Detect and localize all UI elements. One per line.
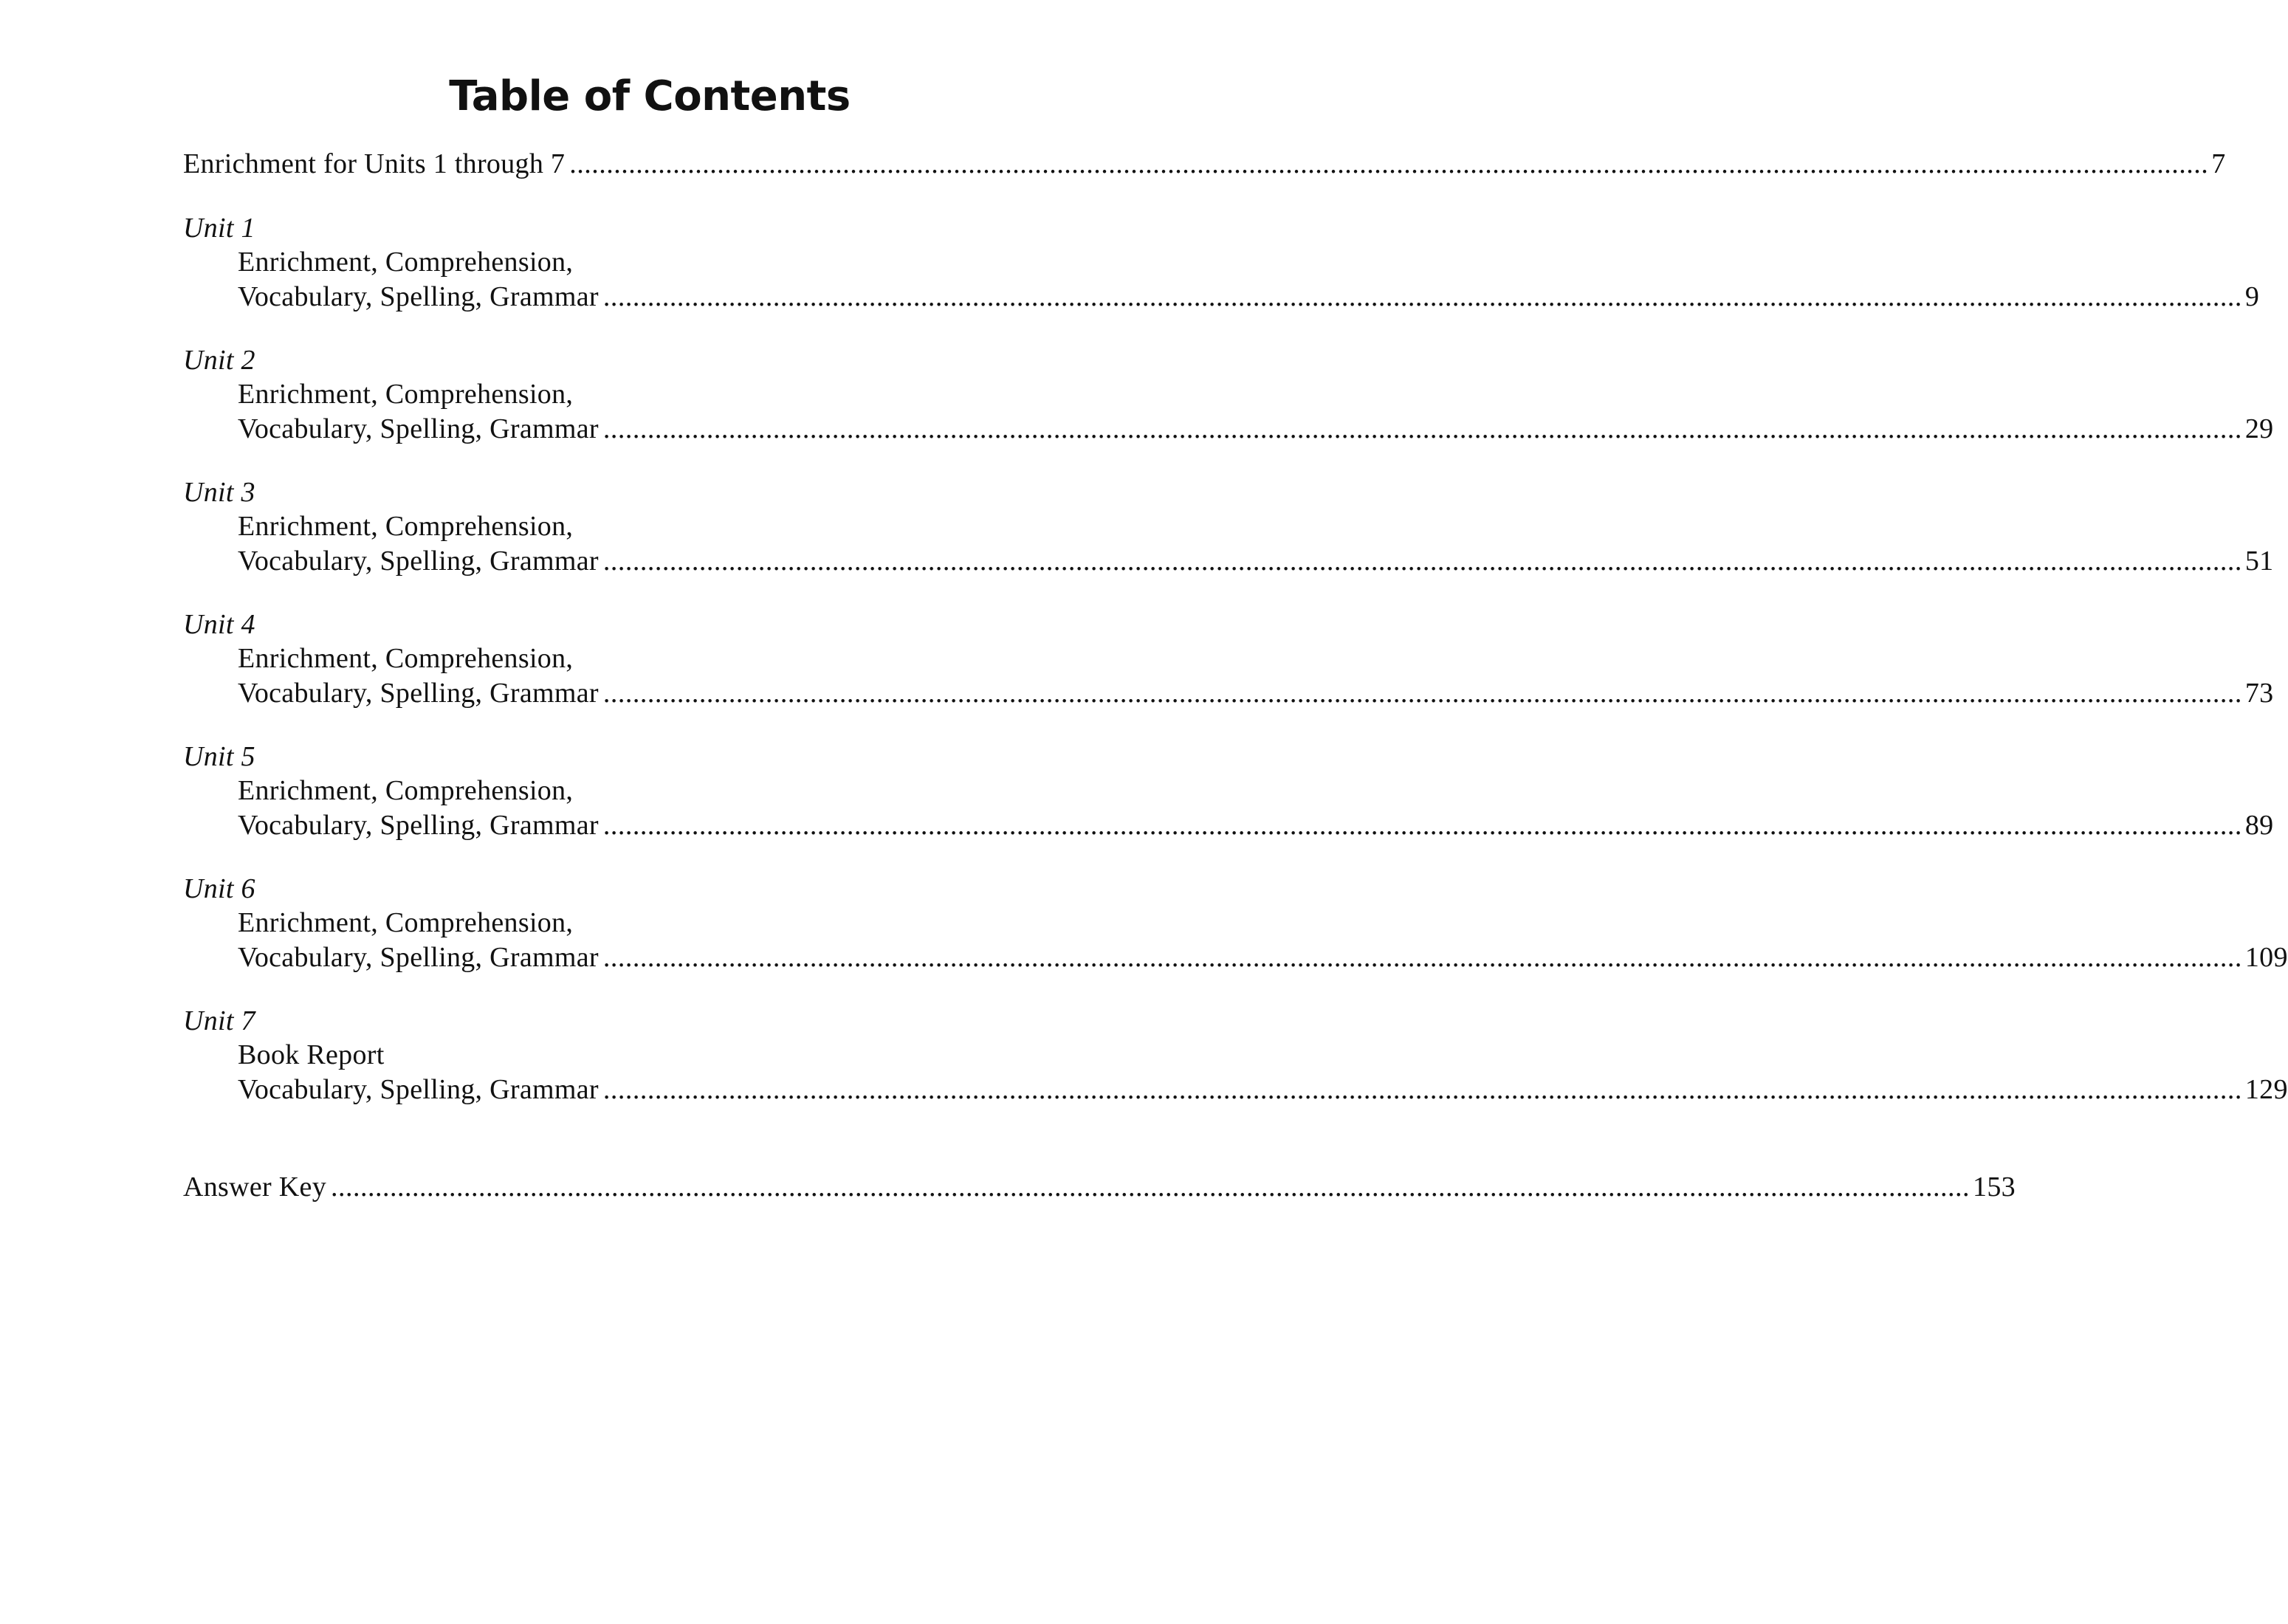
dot-leader: .............................................................................................................................................................................................................................. — [602, 413, 2242, 444]
dot-leader: .............................................................................................................................................................................................................................. — [602, 810, 2242, 841]
toc-page-number: 109 — [2244, 942, 2288, 973]
unit-description-line: Enrichment, Comprehension, — [238, 247, 574, 278]
toc-entry-intro — [183, 145, 2226, 182]
unit-heading: Unit 4 — [183, 609, 255, 640]
toc-entry-answer-key — [183, 1169, 2016, 1205]
dot-leader: .............................................................................................................................................................................................................................. — [602, 678, 2242, 709]
dot-leader: .............................................................................................................................................................................................................................. — [602, 942, 2242, 973]
toc-page-number: 153 — [1973, 1171, 2016, 1202]
toc-entry-label: Answer Key — [183, 1171, 327, 1202]
unit-heading: Unit 2 — [183, 345, 255, 376]
dot-leader: .............................................................................................................................................................................................................................. — [331, 1171, 1971, 1202]
toc-entry-label: Vocabulary, Spelling, Grammar — [238, 678, 599, 709]
unit-heading: Unit 3 — [183, 477, 255, 508]
unit-description-line: Book Report — [238, 1039, 385, 1070]
dot-leader: .............................................................................................................................................................................................................................. — [602, 546, 2242, 577]
toc-page-number: 51 — [2244, 546, 2274, 577]
unit-heading: Unit 5 — [183, 741, 255, 772]
toc-entry-label: Vocabulary, Spelling, Grammar — [238, 1074, 599, 1105]
toc-entry-unit-2 — [238, 410, 2274, 447]
unit-description-line: Enrichment, Comprehension, — [238, 907, 574, 938]
toc-entry-label: Vocabulary, Spelling, Grammar — [238, 413, 599, 444]
toc-entry-unit-7 — [238, 1071, 2288, 1108]
toc-page-number: 29 — [2244, 413, 2274, 444]
toc-entry-unit-3 — [238, 543, 2274, 579]
toc-page-number: 89 — [2244, 810, 2274, 841]
page-title: Table of Contents — [449, 72, 851, 120]
toc-page-number: 7 — [2211, 148, 2226, 179]
toc-entry-unit-1 — [238, 278, 2260, 315]
unit-heading: Unit 6 — [183, 873, 255, 904]
unit-description-line: Enrichment, Comprehension, — [238, 379, 574, 410]
unit-description-line: Enrichment, Comprehension, — [238, 511, 574, 542]
dot-leader: .............................................................................................................................................................................................................................. — [602, 1074, 2242, 1105]
toc-page-number: 129 — [2244, 1074, 2288, 1105]
toc-entry-unit-4 — [238, 675, 2274, 712]
toc-entry-unit-5 — [238, 807, 2274, 844]
toc-page-number: 73 — [2244, 678, 2274, 709]
toc-entry-label: Vocabulary, Spelling, Grammar — [238, 810, 599, 841]
toc-page-number: 9 — [2244, 281, 2260, 312]
toc-entry-unit-6 — [238, 939, 2288, 976]
unit-description-line: Enrichment, Comprehension, — [238, 775, 574, 806]
toc-entry-label: Vocabulary, Spelling, Grammar — [238, 546, 599, 577]
toc-entry-label: Vocabulary, Spelling, Grammar — [238, 942, 599, 973]
unit-heading: Unit 7 — [183, 1005, 255, 1036]
dot-leader: .............................................................................................................................................................................................................................. — [569, 148, 2209, 179]
toc-entry-label: Enrichment for Units 1 through 7 — [183, 148, 566, 179]
toc-entry-label: Vocabulary, Spelling, Grammar — [238, 281, 599, 312]
dot-leader: .............................................................................................................................................................................................................................. — [602, 281, 2242, 312]
unit-heading: Unit 1 — [183, 213, 255, 244]
unit-description-line: Enrichment, Comprehension, — [238, 643, 574, 674]
